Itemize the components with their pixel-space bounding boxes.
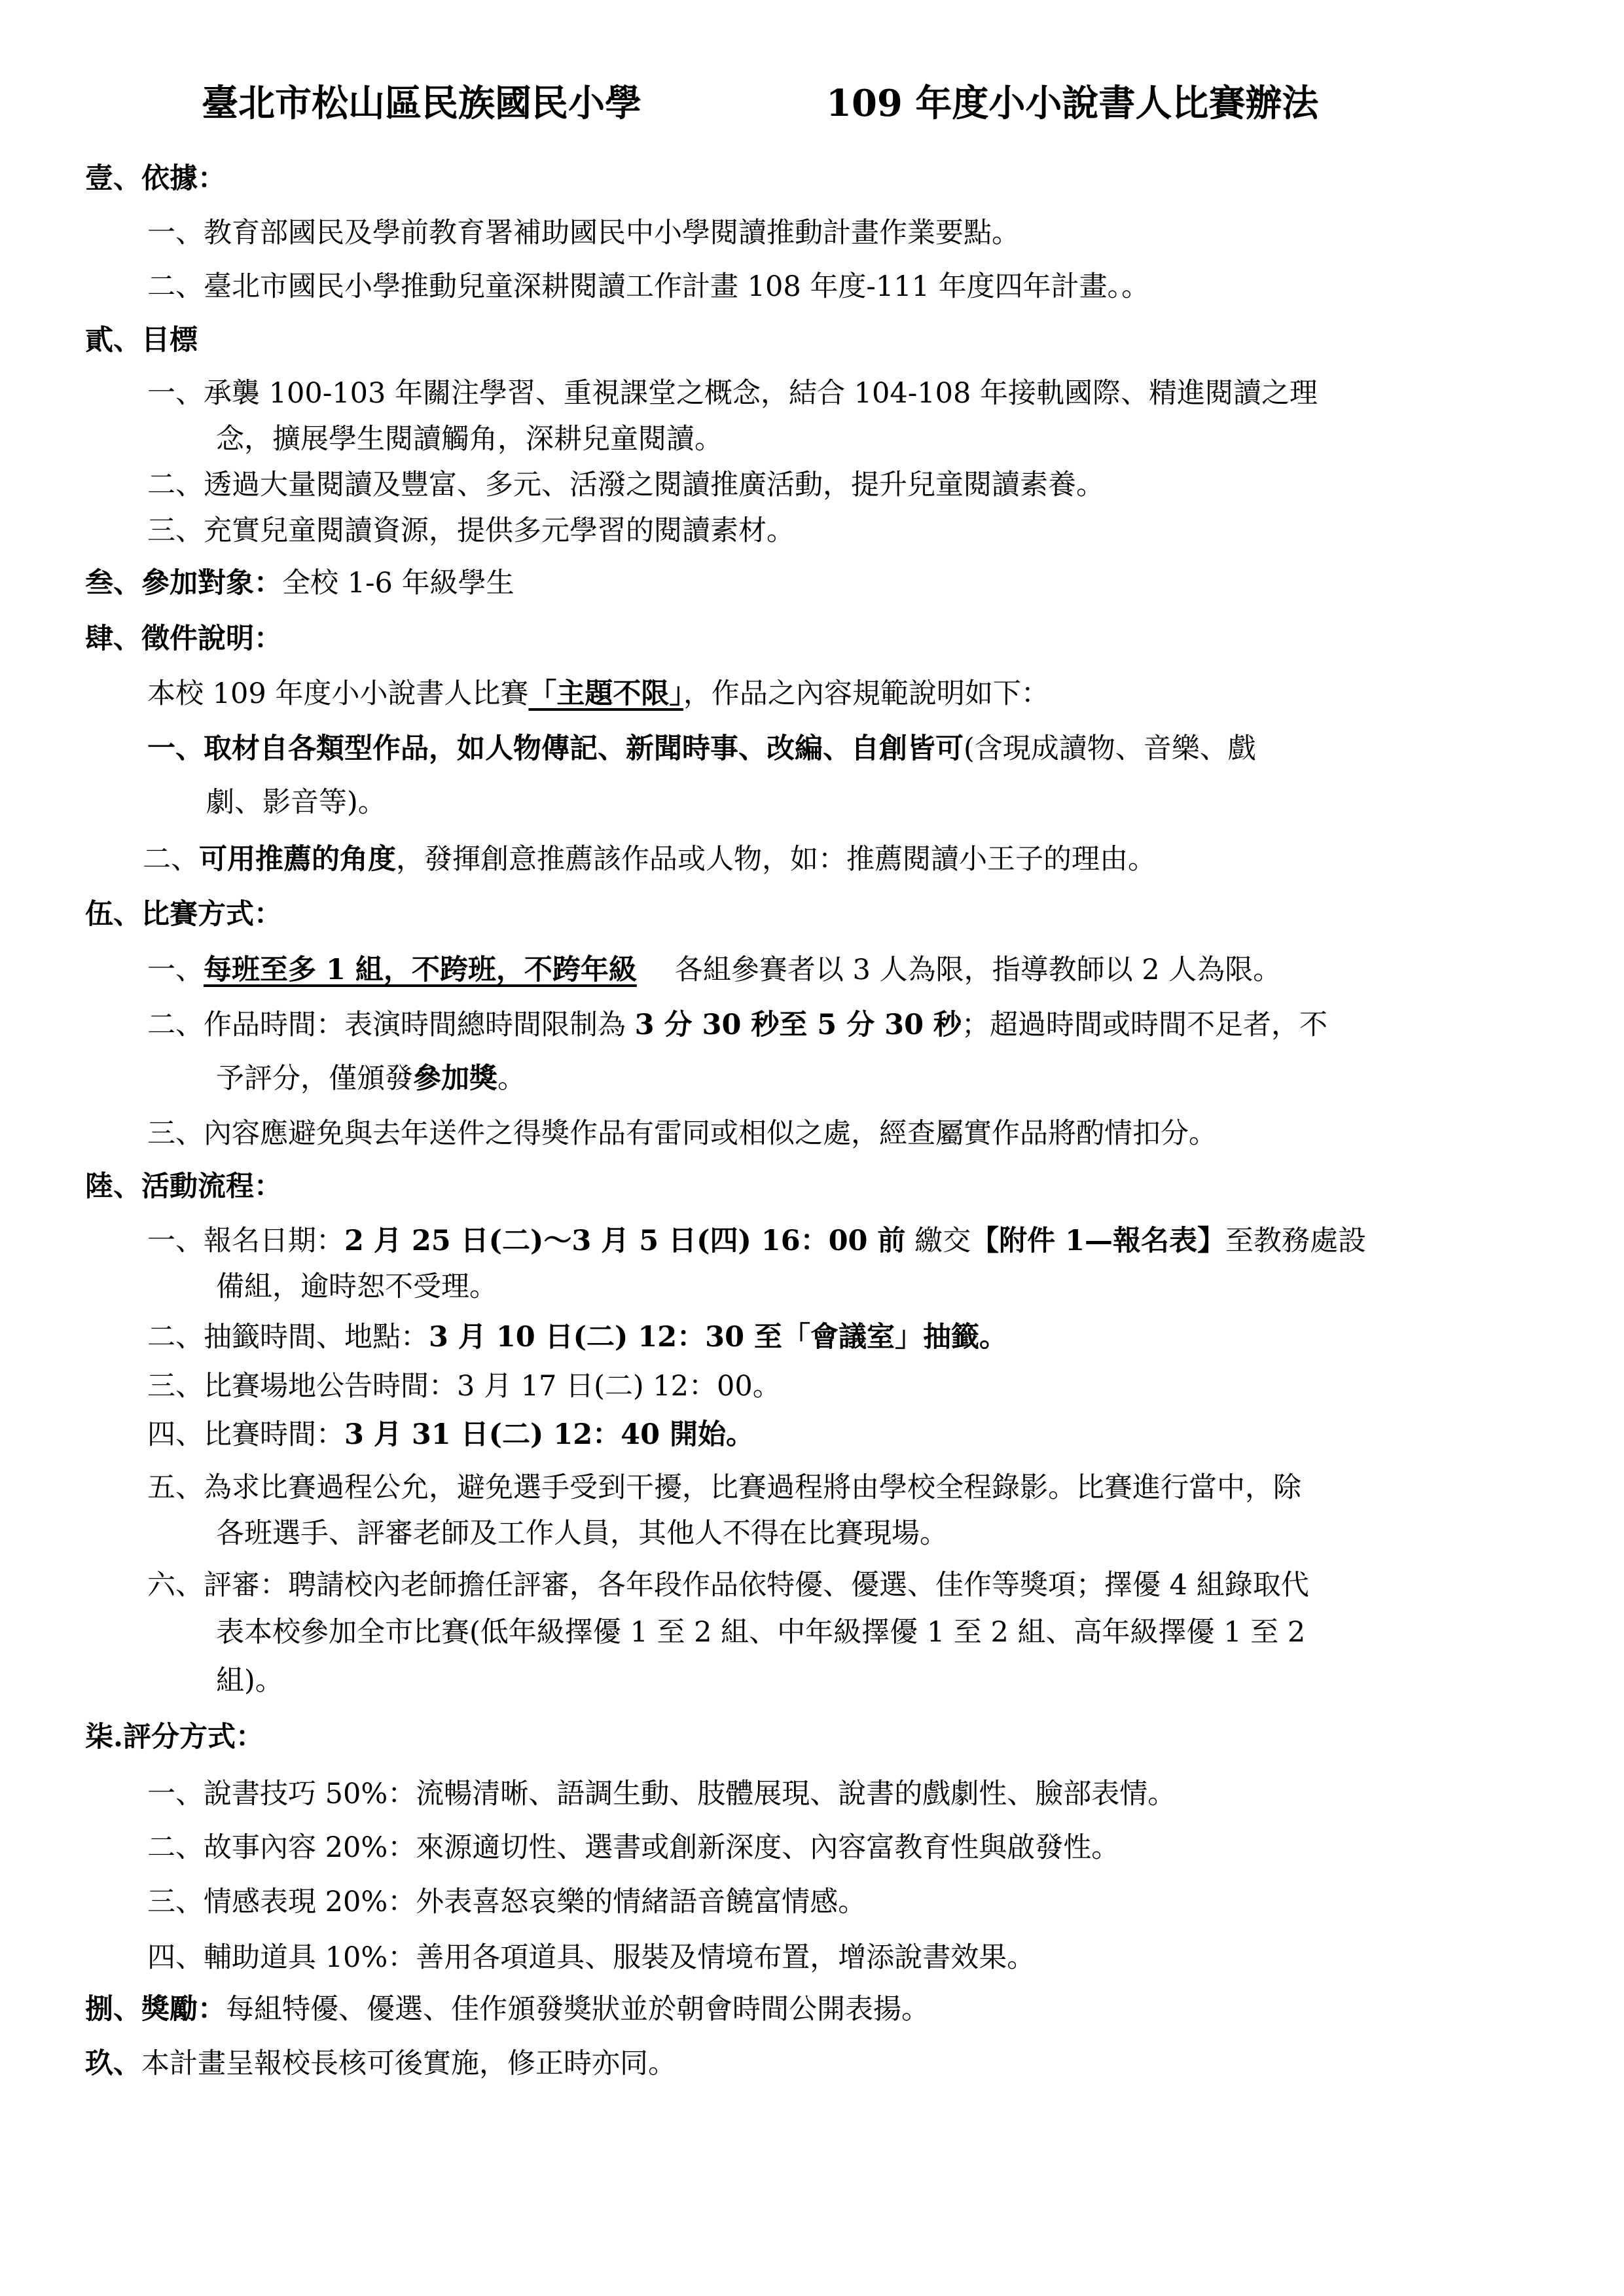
section-2-item-2: 二、透過大量閱讀及豐富、多元、活潑之閱讀推廣活動，提升兒童閱讀素養。 xyxy=(147,469,1104,501)
section-6-item-1-attachment: 【附件 1—報名表】 xyxy=(971,1225,1225,1257)
section-2-heading: 貳、目標 xyxy=(85,324,198,357)
section-1-heading: 壹、依據： xyxy=(85,162,226,195)
section-1-item-2: 二、臺北市國民小學推動兒童深耕閱讀工作計畫 108 年度-111 年度四年計畫。。 xyxy=(147,270,1150,303)
section-3-heading: 叁、參加對象： xyxy=(85,567,282,600)
section-4-item-2 xyxy=(143,840,1156,879)
section-5-heading: 伍、比賽方式： xyxy=(85,898,282,931)
section-8-heading: 捌、獎勵： xyxy=(85,1993,226,2026)
section-5-item-3: 三、內容應避免與去年送件之得獎作品有雷同或相似之處，經查屬實作品將酌情扣分。 xyxy=(147,1117,1217,1150)
section-7-item-1: 一、說書技巧 50%：流暢清晰、語調生動、肢體展現、說書的戲劇性、臉部表情。 xyxy=(147,1778,1176,1810)
section-4-item-1-line-1 xyxy=(147,729,1256,768)
section-6-item-6-line-1: 六、評審：聘請校內老師擔任評審，各年段作品依特優、優選、佳作等獎項；擇優 4 組錄取代 xyxy=(147,1569,1309,1602)
section-9-heading: 玖、 xyxy=(85,2047,141,2080)
section-6-item-4-bold: 3 月 31 日(二) 12：40 開始。 xyxy=(344,1418,754,1451)
section-7-item-3: 三、情感表現 20%：外表喜怒哀樂的情緒語音饒富情感。 xyxy=(147,1886,867,1918)
section-8-text: 每組特優、優選、佳作頒發獎狀並於朝會時間公開表揚。 xyxy=(226,1993,929,2026)
section-5-item-2-rest: ；超過時間或時間不足者，不 xyxy=(961,1009,1327,1041)
section-4-item-1-bold: 一、取材自各類型作品，如人物傳記、新聞時事、改編、自創皆可 xyxy=(147,732,964,765)
section-7-item-4: 四、輔助道具 10%：善用各項道具、服裝及情境布置，增添說書效果。 xyxy=(147,1941,1036,1974)
section-5-item-1-underline: 每班至多 1 組，不跨班，不跨年級 xyxy=(204,954,637,986)
section-4-item-2-pre: 二、 xyxy=(143,843,199,876)
section-5-item-2-pre: 二、作品時間：表演時間總時間限制為 xyxy=(147,1009,635,1041)
section-5-item-2-line-1 xyxy=(147,1005,1327,1045)
section-1-item-1: 一、教育部國民及學前教育署補助國民中小學閱讀推動計畫作業要點。 xyxy=(147,217,1020,249)
section-5-item-2-bold: 3 分 30 秒至 5 分 30 秒 xyxy=(634,1009,962,1041)
section-4-item-1-rest: (含現成讀物、音樂、戲 xyxy=(964,732,1256,765)
section-6-item-1-post: 至教務處設 xyxy=(1225,1225,1366,1257)
title-school: 臺北市松山區民族國民小學 xyxy=(202,82,641,125)
section-4-item-1-line-2: 劇、影音等)。 xyxy=(206,786,386,819)
section-3-line xyxy=(85,564,514,603)
section-6-item-2 xyxy=(147,1318,1007,1357)
section-6-item-1-bold: 2 月 25 日(二)～3 月 5 日(四) 16：00 前 xyxy=(344,1225,906,1257)
section-6-item-5-line-2: 各班選手、評審老師及工作人員，其他人不得在比賽現場。 xyxy=(216,1517,948,1550)
section-6-item-1-mid: 繳交 xyxy=(905,1225,971,1257)
section-4-intro-post: ，作品之內容規範說明如下： xyxy=(683,677,1049,710)
section-7-heading: 柒.評分方式： xyxy=(85,1721,264,1753)
section-9-line xyxy=(85,2044,676,2083)
section-6-item-6-line-2: 表本校參加全市比賽(低年級擇優 1 至 2 組、中年級擇優 1 至 2 組、高年級擇優 1 至 2 xyxy=(216,1616,1306,1649)
title-event: 109 年度小小說書人比賽辦法 xyxy=(826,82,1319,125)
section-2-item-3: 三、充實兒童閱讀資源，提供多元學習的閱讀素材。 xyxy=(147,514,795,547)
section-2-item-1-line-1: 一、承襲 100-103 年關注學習、重視課堂之概念，結合 104-108 年接軌國際、精進閱讀之理 xyxy=(147,377,1318,410)
section-4-heading: 肆、徵件說明： xyxy=(85,622,282,655)
section-4-intro xyxy=(147,674,1049,713)
section-5-item-1 xyxy=(147,950,1281,990)
section-5-item-2-line-2-bold: 參加獎 xyxy=(413,1062,497,1095)
section-4-item-2-rest: ，發揮創意推薦該作品或人物，如：推薦閱讀小王子的理由。 xyxy=(396,843,1156,876)
section-5-item-1-rest: 各組參賽者以 3 人為限，指導教師以 2 人為限。 xyxy=(674,954,1282,986)
section-6-item-1-pre: 一、報名日期： xyxy=(147,1225,344,1257)
section-6-item-2-bold: 3 月 10 日(二) 12：30 至「會議室」抽籤。 xyxy=(429,1321,1007,1354)
section-9-text: 本計畫呈報校長核可後實施，修正時亦同。 xyxy=(141,2047,676,2080)
section-5-item-2-line-2 xyxy=(216,1059,526,1098)
section-6-item-4 xyxy=(147,1415,754,1454)
section-5-item-1-pre: 一、 xyxy=(147,954,204,986)
section-6-item-2-pre: 二、抽籤時間、地點： xyxy=(147,1321,429,1354)
section-7-item-2: 二、故事內容 20%：來源適切性、選書或創新深度、內容富教育性與啟發性。 xyxy=(147,1831,1120,1864)
section-6-item-4-pre: 四、比賽時間： xyxy=(147,1418,344,1451)
section-4-intro-theme: 「主題不限」 xyxy=(528,677,683,710)
section-6-item-6-line-3: 組)。 xyxy=(216,1664,283,1697)
section-6-heading: 陸、活動流程： xyxy=(85,1170,282,1203)
section-3-text: 全校 1-6 年級學生 xyxy=(282,567,514,600)
section-5-item-2-line-2-post: 。 xyxy=(497,1062,526,1095)
section-4-item-2-bold: 可用推薦的角度 xyxy=(199,843,396,876)
section-4-intro-pre: 本校 109 年度小小說書人比賽 xyxy=(147,677,529,710)
section-6-item-1-line-2: 備組，逾時恕不受理。 xyxy=(216,1270,497,1303)
section-6-item-5-line-1: 五、為求比賽過程公允，避免選手受到干擾，比賽過程將由學校全程錄影。比賽進行當中，除 xyxy=(147,1471,1301,1504)
section-5-item-2-line-2-pre: 予評分，僅頒發 xyxy=(216,1062,413,1095)
section-2-item-1-line-2: 念，擴展學生閱讀觸角，深耕兒童閱讀。 xyxy=(216,423,723,456)
section-6-item-3: 三、比賽場地公告時間：3 月 17 日(二) 12：00。 xyxy=(147,1370,781,1403)
section-6-item-1-line-1 xyxy=(147,1221,1366,1261)
section-8-line xyxy=(85,1990,929,2029)
